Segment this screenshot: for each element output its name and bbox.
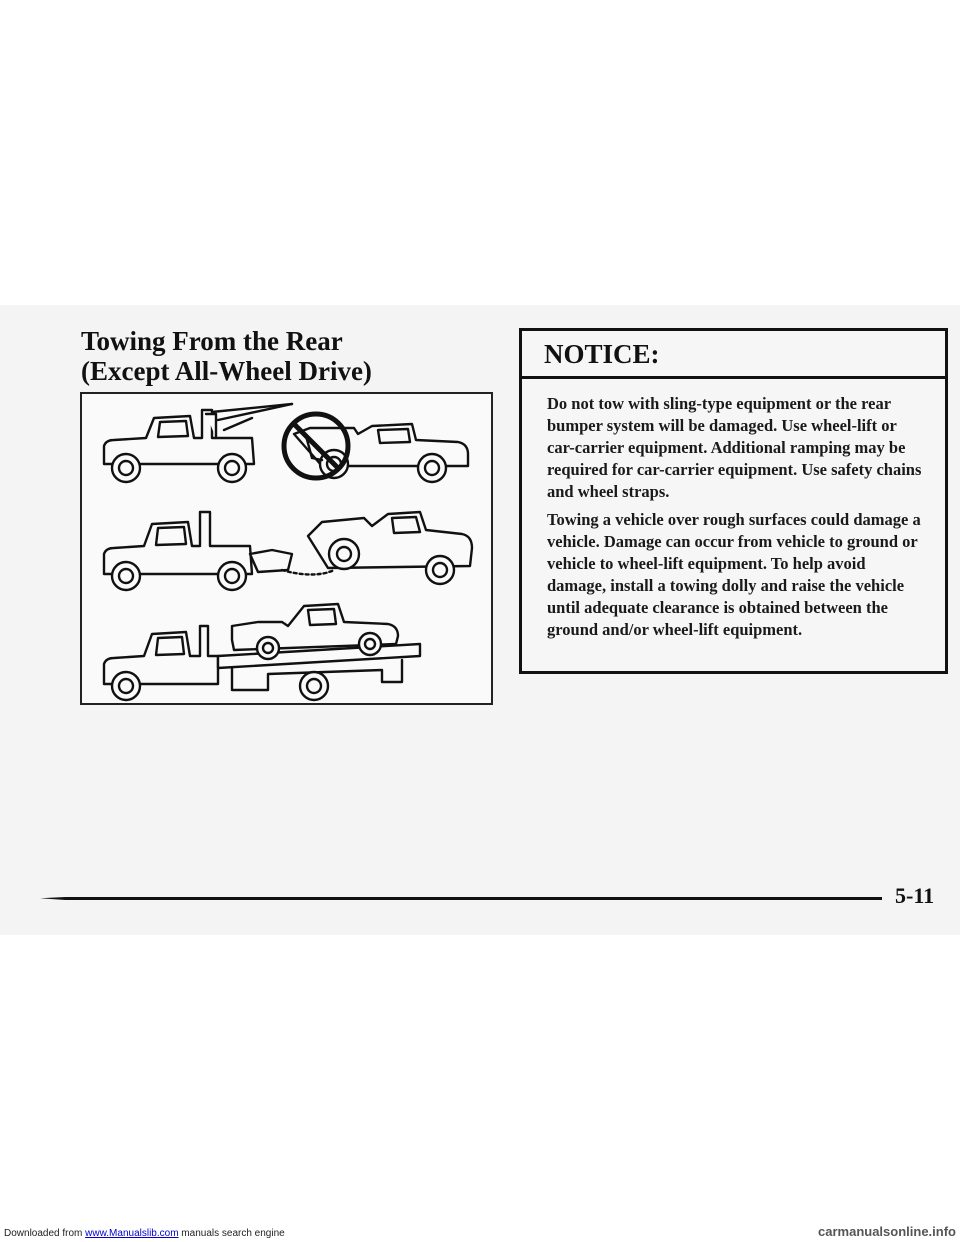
download-suffix: manuals search engine bbox=[178, 1228, 285, 1239]
notice-paragraph-2: Towing a vehicle over rough surfaces could damage a vehicle. Damage can occur from vehicle to ground or vehicle to wheel-lift equipment. To help avoid damage, install a towing dolly and raise the vehicle until adequate clearance is obtained between the ground and/or wheel-lift equipment. bbox=[547, 510, 921, 639]
car-carrier-icon bbox=[104, 604, 420, 700]
notice-paragraph-1: Do not tow with sling-type equipment or the rear bumper system will be damaged. Use wheel-lift or car-carrier equipment. Additional ramping may be required for car-carrier equipment. Use safety chains and wheel straps. bbox=[547, 394, 922, 501]
sling-tow-prohibited-icon bbox=[104, 404, 468, 482]
towing-illustration bbox=[80, 392, 493, 705]
footer-rule bbox=[40, 897, 882, 900]
title-line-2: (Except All-Wheel Drive) bbox=[81, 356, 372, 386]
download-credit bbox=[4, 1228, 285, 1239]
download-prefix: Downloaded from bbox=[4, 1228, 86, 1239]
wheel-lift-tow-icon bbox=[104, 512, 472, 590]
section-title bbox=[81, 326, 372, 386]
watermark: carmanualsonline.info bbox=[818, 1224, 956, 1239]
notice-box bbox=[519, 328, 948, 674]
notice-body bbox=[522, 379, 945, 641]
title-line-1: Towing From the Rear bbox=[81, 326, 343, 356]
notice-heading: NOTICE: bbox=[522, 331, 945, 379]
page-number: 5-11 bbox=[895, 883, 935, 908]
manualslib-link[interactable]: www.Manualslib.com bbox=[85, 1228, 179, 1239]
